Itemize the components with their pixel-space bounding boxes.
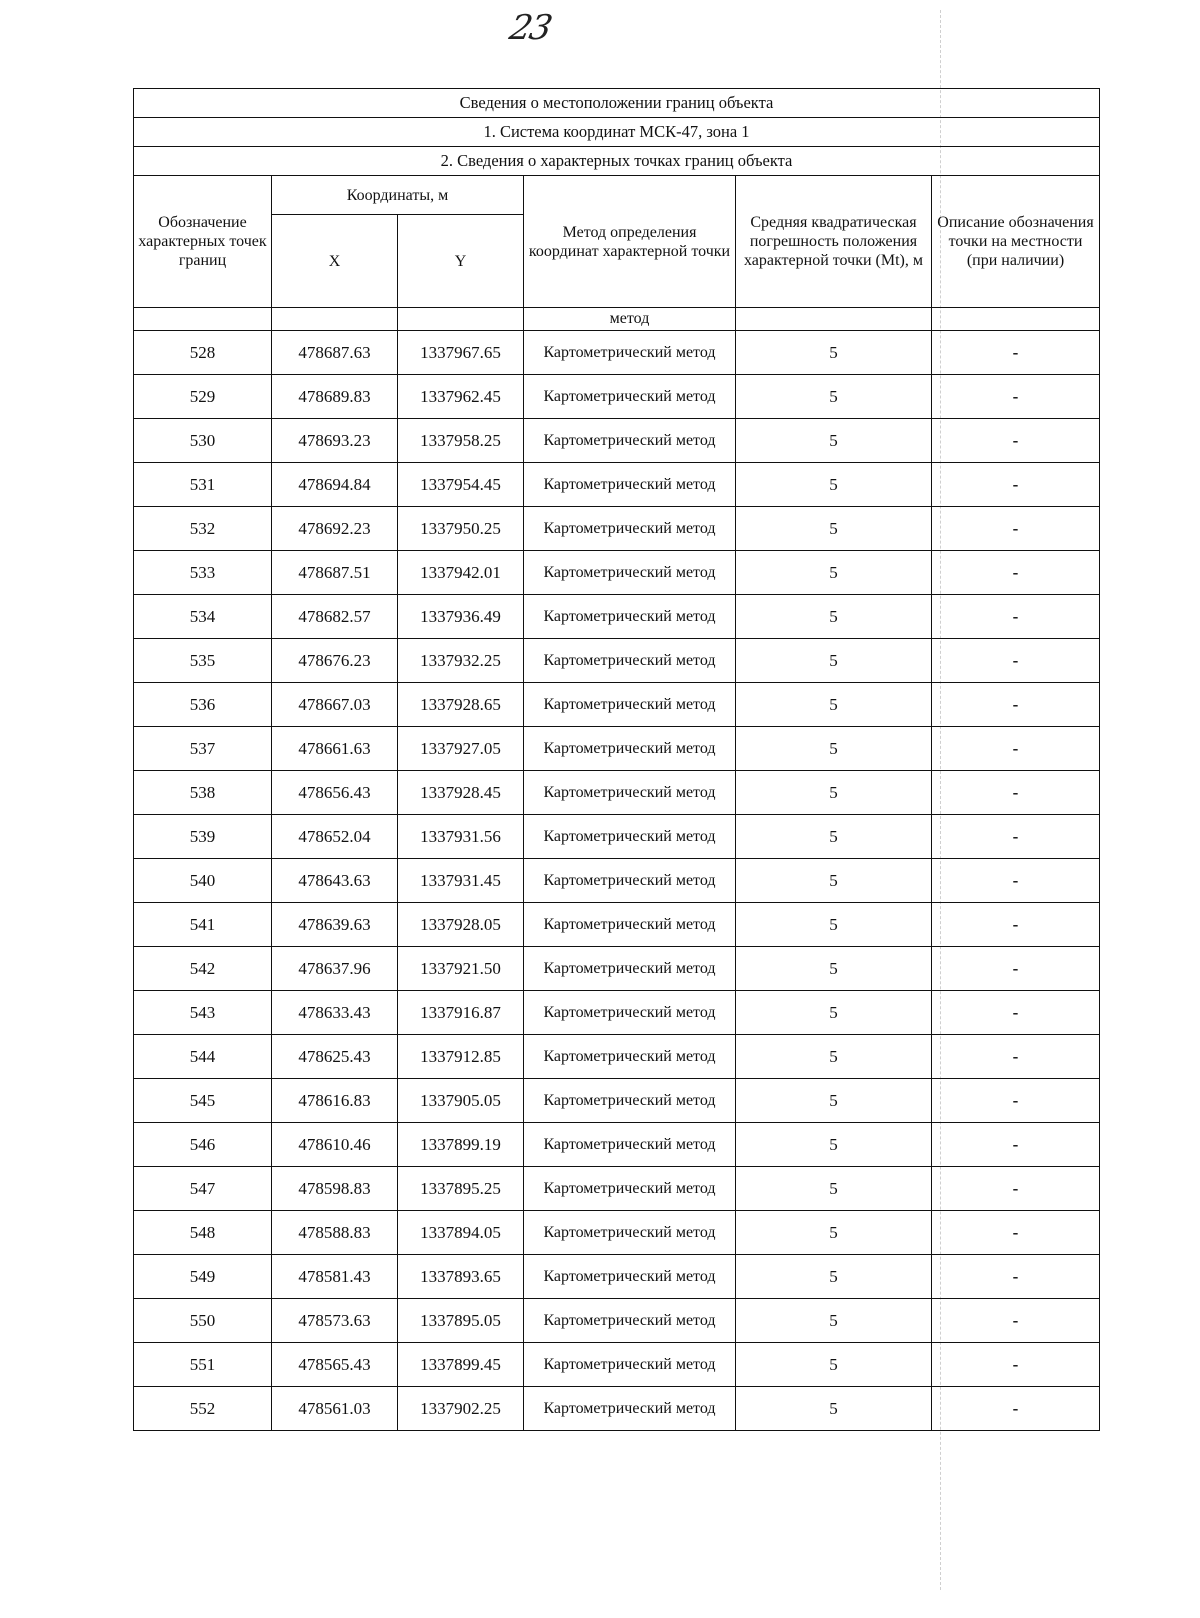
table-title: Сведения о местоположении границ объекта [134,89,1100,118]
x-cell: 478676.23 [272,639,398,683]
point-cell: 549 [134,1255,272,1299]
x-cell: 478588.83 [272,1211,398,1255]
handwritten-page-number: 23 [506,8,554,48]
point-cell: 531 [134,463,272,507]
header-error: Средняя квадратическая погрешность положения характерной точки (Mt), м [736,176,932,308]
carryover-cell [932,308,1100,331]
method-cell: Картометрический метод [524,551,736,595]
carryover-cell [398,308,524,331]
table-row [134,1123,1100,1167]
error-cell: 5 [736,1167,932,1211]
error-cell: 5 [736,903,932,947]
point-cell: 540 [134,859,272,903]
table-row [134,859,1100,903]
description-cell: - [932,771,1100,815]
y-cell: 1337958.25 [398,419,524,463]
x-cell: 478565.43 [272,1343,398,1387]
point-cell: 533 [134,551,272,595]
table-row [134,991,1100,1035]
point-cell: 535 [134,639,272,683]
x-cell: 478643.63 [272,859,398,903]
x-cell: 478652.04 [272,815,398,859]
point-cell: 543 [134,991,272,1035]
description-cell: - [932,991,1100,1035]
table-row [134,903,1100,947]
description-cell: - [932,507,1100,551]
description-cell: - [932,1211,1100,1255]
point-cell: 539 [134,815,272,859]
error-cell: 5 [736,1343,932,1387]
method-cell: Картометрический метод [524,1387,736,1431]
y-cell: 1337912.85 [398,1035,524,1079]
boundary-points-table [133,88,1100,1431]
table-row [134,1035,1100,1079]
description-cell: - [932,1079,1100,1123]
table-row [134,419,1100,463]
method-cell: Картометрический метод [524,859,736,903]
y-cell: 1337931.56 [398,815,524,859]
table-row [134,463,1100,507]
x-cell: 478573.63 [272,1299,398,1343]
point-cell: 534 [134,595,272,639]
error-cell: 5 [736,507,932,551]
x-cell: 478656.43 [272,771,398,815]
description-cell: - [932,1035,1100,1079]
method-cell: Картометрический метод [524,991,736,1035]
error-cell: 5 [736,815,932,859]
point-cell: 551 [134,1343,272,1387]
point-cell: 548 [134,1211,272,1255]
error-cell: 5 [736,991,932,1035]
error-cell: 5 [736,595,932,639]
y-cell: 1337928.05 [398,903,524,947]
y-cell: 1337893.65 [398,1255,524,1299]
point-cell: 529 [134,375,272,419]
method-cell: Картометрический метод [524,947,736,991]
point-cell: 544 [134,1035,272,1079]
y-cell: 1337895.05 [398,1299,524,1343]
method-cell: Картометрический метод [524,1299,736,1343]
description-cell: - [932,947,1100,991]
description-cell: - [932,595,1100,639]
y-cell: 1337916.87 [398,991,524,1035]
carryover-cell [134,308,272,331]
error-cell: 5 [736,331,932,375]
method-cell: Картометрический метод [524,375,736,419]
table-row [134,1299,1100,1343]
error-cell: 5 [736,683,932,727]
y-cell: 1337950.25 [398,507,524,551]
error-cell: 5 [736,859,932,903]
x-cell: 478639.63 [272,903,398,947]
point-cell: 530 [134,419,272,463]
method-cell: Картометрический метод [524,1123,736,1167]
y-cell: 1337962.45 [398,375,524,419]
description-cell: - [932,639,1100,683]
y-cell: 1337954.45 [398,463,524,507]
y-cell: 1337942.01 [398,551,524,595]
point-cell: 542 [134,947,272,991]
boundary-points-sheet [133,88,1099,1431]
x-cell: 478687.51 [272,551,398,595]
point-cell: 550 [134,1299,272,1343]
point-cell: 537 [134,727,272,771]
description-cell: - [932,1255,1100,1299]
description-cell: - [932,463,1100,507]
method-cell: Картометрический метод [524,1167,736,1211]
point-cell: 532 [134,507,272,551]
description-cell: - [932,419,1100,463]
table-row [134,771,1100,815]
table-row [134,815,1100,859]
table-row [134,331,1100,375]
description-cell: - [932,903,1100,947]
method-cell: Картометрический метод [524,595,736,639]
table-row [134,507,1100,551]
description-cell: - [932,375,1100,419]
x-cell: 478687.63 [272,331,398,375]
description-cell: - [932,1387,1100,1431]
table-row [134,1167,1100,1211]
description-cell: - [932,331,1100,375]
y-cell: 1337928.45 [398,771,524,815]
table-row [134,375,1100,419]
method-cell: Картометрический метод [524,903,736,947]
x-cell: 478667.03 [272,683,398,727]
table-row [134,551,1100,595]
x-cell: 478682.57 [272,595,398,639]
carryover-cell [736,308,932,331]
carryover-cell [272,308,398,331]
error-cell: 5 [736,419,932,463]
x-cell: 478598.83 [272,1167,398,1211]
table-row [134,639,1100,683]
description-cell: - [932,683,1100,727]
table-row [134,683,1100,727]
table-row [134,1343,1100,1387]
point-cell: 538 [134,771,272,815]
error-cell: 5 [736,1035,932,1079]
y-cell: 1337927.05 [398,727,524,771]
point-cell: 528 [134,331,272,375]
coordinate-system: 1. Система координат МСК-47, зона 1 [134,118,1100,147]
x-cell: 478633.43 [272,991,398,1035]
x-cell: 478581.43 [272,1255,398,1299]
x-cell: 478625.43 [272,1035,398,1079]
x-cell: 478616.83 [272,1079,398,1123]
x-cell: 478689.83 [272,375,398,419]
x-cell: 478610.46 [272,1123,398,1167]
point-cell: 536 [134,683,272,727]
method-cell: Картометрический метод [524,1035,736,1079]
header-x: X [272,215,398,308]
x-cell: 478692.23 [272,507,398,551]
y-cell: 1337902.25 [398,1387,524,1431]
error-cell: 5 [736,1079,932,1123]
description-cell: - [932,551,1100,595]
header-coords: Координаты, м [272,176,524,215]
point-cell: 552 [134,1387,272,1431]
error-cell: 5 [736,375,932,419]
table-row [134,1211,1100,1255]
method-cell: Картометрический метод [524,1079,736,1123]
method-cell: Картометрический метод [524,815,736,859]
y-cell: 1337905.05 [398,1079,524,1123]
point-cell: 545 [134,1079,272,1123]
y-cell: 1337932.25 [398,639,524,683]
y-cell: 1337894.05 [398,1211,524,1255]
table-row [134,1387,1100,1431]
y-cell: 1337931.45 [398,859,524,903]
point-cell: 546 [134,1123,272,1167]
x-cell: 478637.96 [272,947,398,991]
x-cell: 478661.63 [272,727,398,771]
error-cell: 5 [736,947,932,991]
table-row [134,1079,1100,1123]
y-cell: 1337899.19 [398,1123,524,1167]
x-cell: 478694.84 [272,463,398,507]
method-cell: Картометрический метод [524,683,736,727]
error-cell: 5 [736,1299,932,1343]
method-cell: Картометрический метод [524,331,736,375]
error-cell: 5 [736,771,932,815]
header-description: Описание обозначения точки на местности (при наличии) [932,176,1100,308]
error-cell: 5 [736,551,932,595]
description-cell: - [932,859,1100,903]
x-cell: 478693.23 [272,419,398,463]
description-cell: - [932,815,1100,859]
method-cell: Картометрический метод [524,1255,736,1299]
method-cell: Картометрический метод [524,727,736,771]
method-cell: Картометрический метод [524,463,736,507]
section-title: 2. Сведения о характерных точках границ объекта [134,147,1100,176]
method-cell: Картометрический метод [524,1343,736,1387]
x-cell: 478561.03 [272,1387,398,1431]
description-cell: - [932,1299,1100,1343]
description-cell: - [932,1343,1100,1387]
table-row [134,947,1100,991]
error-cell: 5 [736,1387,932,1431]
point-cell: 541 [134,903,272,947]
header-y: Y [398,215,524,308]
error-cell: 5 [736,639,932,683]
y-cell: 1337936.49 [398,595,524,639]
error-cell: 5 [736,1211,932,1255]
y-cell: 1337921.50 [398,947,524,991]
description-cell: - [932,1167,1100,1211]
error-cell: 5 [736,727,932,771]
method-cell: Картометрический метод [524,639,736,683]
carryover-method: метод [524,308,736,331]
table-row [134,727,1100,771]
method-cell: Картометрический метод [524,507,736,551]
method-cell: Картометрический метод [524,1211,736,1255]
description-cell: - [932,727,1100,771]
header-method: Метод определения координат характерной точки [524,176,736,308]
y-cell: 1337967.65 [398,331,524,375]
method-cell: Картометрический метод [524,419,736,463]
description-cell: - [932,1123,1100,1167]
error-cell: 5 [736,463,932,507]
table-row [134,595,1100,639]
error-cell: 5 [736,1255,932,1299]
error-cell: 5 [736,1123,932,1167]
point-cell: 547 [134,1167,272,1211]
y-cell: 1337899.45 [398,1343,524,1387]
method-cell: Картометрический метод [524,771,736,815]
header-point: Обозначение характерных точек границ [134,176,272,308]
y-cell: 1337928.65 [398,683,524,727]
y-cell: 1337895.25 [398,1167,524,1211]
table-row [134,1255,1100,1299]
